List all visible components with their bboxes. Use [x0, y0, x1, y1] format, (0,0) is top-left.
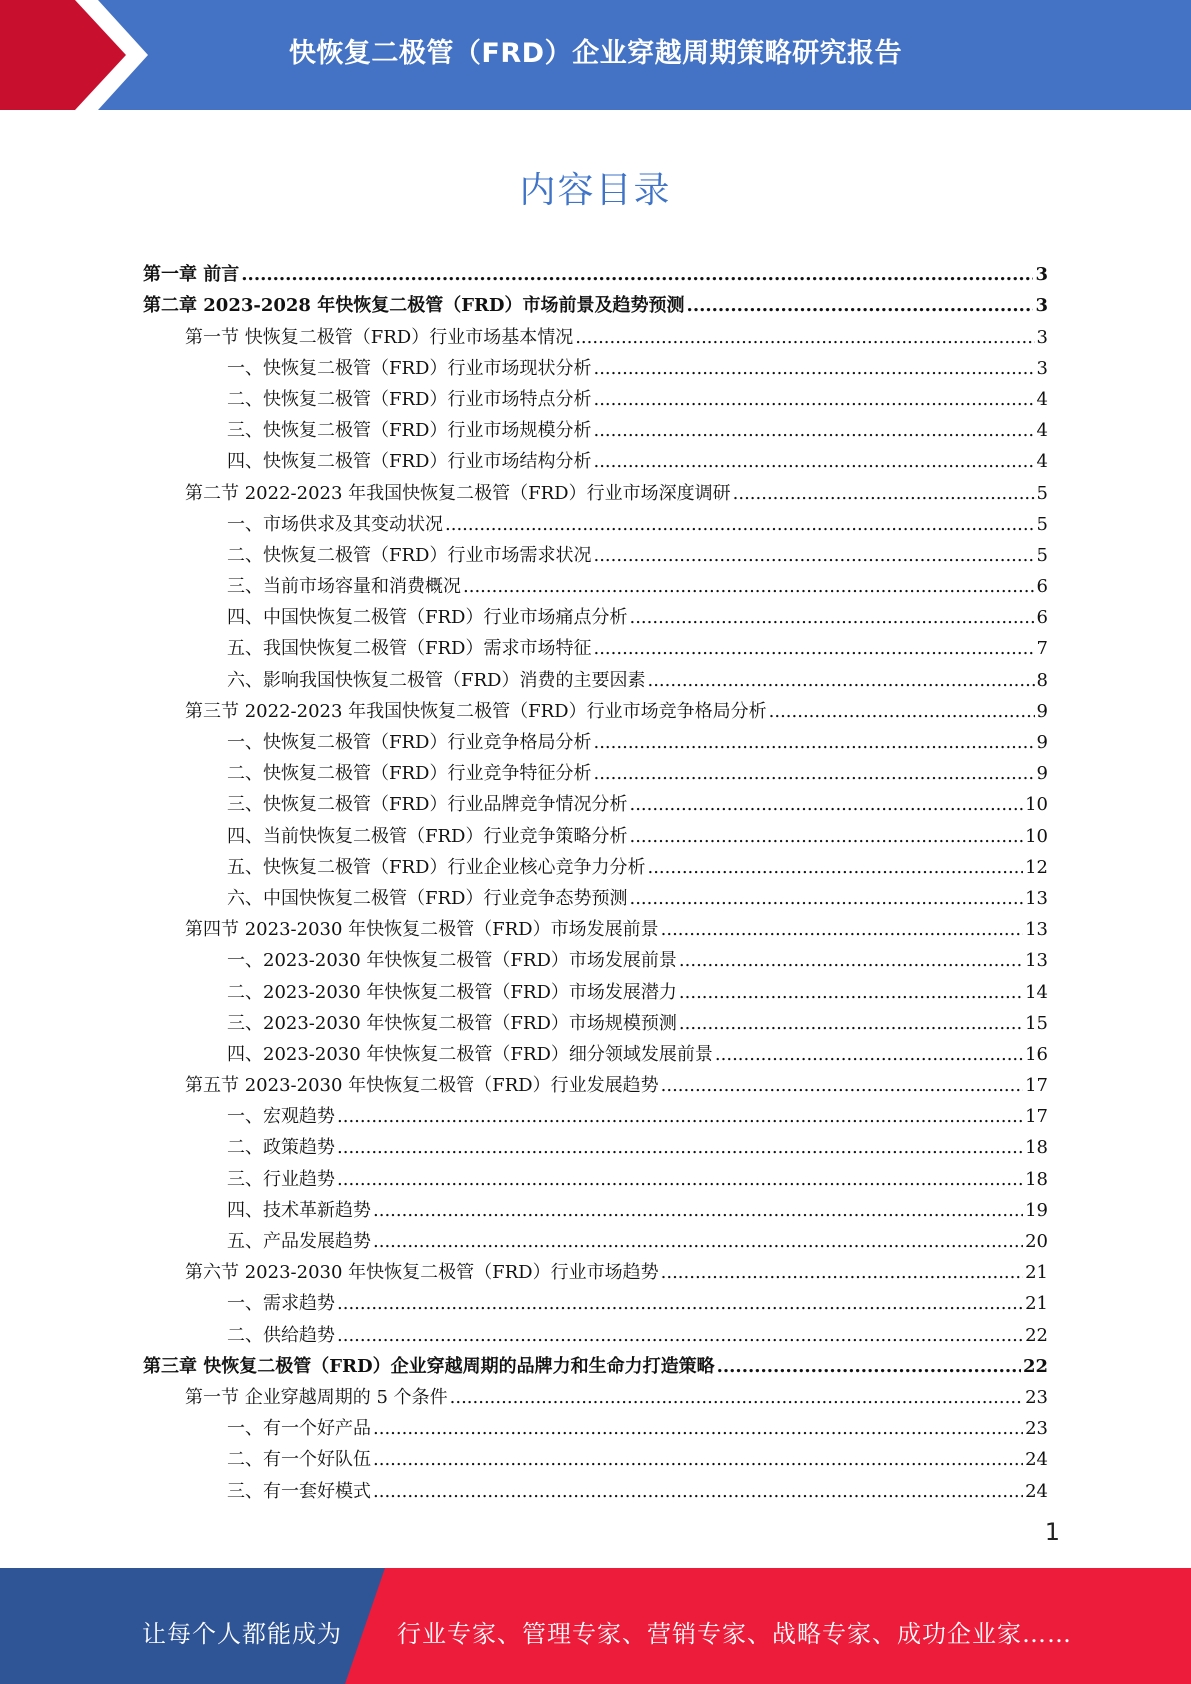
toc-entry-page: 18 [1025, 1137, 1048, 1159]
toc-entry[interactable] [143, 1439, 1048, 1470]
toc-entry-page: 17 [1025, 1106, 1048, 1128]
toc-entry-label: 一、宏观趋势 [227, 1106, 335, 1128]
toc-entry[interactable] [143, 847, 1048, 878]
toc-entry-page: 10 [1025, 794, 1048, 816]
toc-dot-leader [647, 671, 1034, 691]
toc-entry-page: 3 [1035, 264, 1048, 286]
toc-entry[interactable] [143, 722, 1048, 753]
toc-entry-page: 4 [1036, 420, 1048, 442]
toc-entry[interactable] [143, 316, 1048, 347]
toc-dot-leader [593, 639, 1034, 659]
toc-entry[interactable] [143, 1065, 1048, 1096]
toc-entry-page: 13 [1025, 887, 1048, 909]
toc-dot-leader [373, 1482, 1023, 1502]
toc-entry[interactable] [143, 504, 1048, 535]
toc-entry-page: 24 [1025, 1480, 1048, 1502]
toc-entry[interactable] [143, 254, 1048, 285]
toc-entry-label: 三、行业趋势 [227, 1168, 335, 1190]
toc-entry[interactable] [143, 753, 1048, 784]
toc-entry-page: 7 [1036, 638, 1048, 660]
toc-dot-leader [373, 1232, 1023, 1252]
toc-entry-label: 二、快恢复二极管（FRD）行业竞争特征分析 [227, 763, 592, 785]
toc-entry[interactable] [143, 940, 1048, 971]
footer-slogan-right: 行业专家、管理专家、营销专家、战略专家、成功企业家…… [397, 1620, 1072, 1648]
toc-entry-label: 四、快恢复二极管（FRD）行业市场结构分析 [227, 451, 592, 473]
toc-entry-label: 四、2023-2030 年快恢复二极管（FRD）细分领域发展前景 [227, 1043, 713, 1065]
toc-entry-page: 18 [1025, 1168, 1048, 1190]
toc-dot-leader [661, 920, 1023, 940]
toc-entry[interactable] [143, 285, 1048, 316]
toc-entry[interactable] [143, 1314, 1048, 1345]
toc-dot-leader [661, 1076, 1023, 1096]
toc-entry[interactable] [143, 691, 1048, 722]
toc-dot-leader [337, 1170, 1023, 1190]
toc-entry-page: 21 [1025, 1262, 1048, 1284]
toc-dot-leader [629, 889, 1023, 909]
toc-entry-page: 19 [1025, 1199, 1048, 1221]
toc-dot-leader [373, 1419, 1023, 1439]
toc-dot-leader [241, 265, 1033, 285]
toc-entry-label: 一、快恢复二极管（FRD）行业市场现状分析 [227, 357, 592, 379]
toc-dot-leader [647, 858, 1023, 878]
header-band [0, 0, 1191, 110]
toc-heading: 内容目录 [519, 170, 672, 211]
toc-entry[interactable] [143, 815, 1048, 846]
toc-dot-leader [661, 1263, 1023, 1283]
toc-entry-label: 六、中国快恢复二极管（FRD）行业竞争态势预测 [227, 887, 628, 909]
toc-entry-page: 9 [1036, 732, 1048, 753]
toc-dot-leader [337, 1138, 1023, 1158]
toc-entry[interactable] [143, 1377, 1048, 1408]
toc-entry[interactable] [143, 1034, 1048, 1065]
toc-dot-leader [337, 1107, 1023, 1127]
report-title [0, 0, 1191, 100]
toc-entry-label: 第一章 前言 [143, 264, 240, 286]
toc-entry-label: 二、政策趋势 [227, 1137, 335, 1159]
toc-entry-page: 13 [1025, 919, 1048, 941]
toc-dot-leader [593, 390, 1034, 410]
toc-entry-label: 一、需求趋势 [227, 1293, 335, 1315]
toc-entry[interactable] [143, 348, 1048, 379]
toc-entry[interactable] [143, 1346, 1048, 1377]
toc-entry[interactable] [143, 1003, 1048, 1034]
toc-entry-page: 23 [1025, 1386, 1048, 1408]
toc-entry-page: 4 [1036, 451, 1048, 473]
toc-entry[interactable] [143, 441, 1048, 472]
toc-entry[interactable] [143, 410, 1048, 441]
toc-dot-leader [679, 983, 1023, 1003]
toc-entry[interactable] [143, 1283, 1048, 1314]
table-of-contents [143, 254, 1048, 1502]
toc-entry-label: 第一节 企业穿越周期的 5 个条件 [185, 1386, 448, 1408]
toc-dot-leader [445, 515, 1035, 535]
toc-entry[interactable] [143, 1252, 1048, 1283]
toc-dot-leader [629, 795, 1023, 815]
toc-entry[interactable] [143, 1221, 1048, 1252]
toc-entry-label: 四、当前快恢复二极管（FRD）行业竞争策略分析 [227, 825, 628, 847]
toc-entry[interactable] [143, 1158, 1048, 1189]
toc-entry[interactable] [143, 878, 1048, 909]
toc-entry-label: 四、中国快恢复二极管（FRD）行业市场痛点分析 [227, 607, 628, 629]
toc-entry[interactable] [143, 628, 1048, 659]
toc-entry[interactable] [143, 784, 1048, 815]
toc-entry[interactable] [143, 971, 1048, 1002]
toc-dot-leader [373, 1450, 1023, 1470]
toc-entry-label: 三、2023-2030 年快恢复二极管（FRD）市场规模预测 [227, 1012, 677, 1034]
toc-dot-leader [679, 1014, 1023, 1034]
toc-entry[interactable] [143, 1190, 1048, 1221]
toc-entry[interactable] [143, 1096, 1048, 1127]
toc-entry[interactable] [143, 659, 1048, 690]
toc-entry[interactable] [143, 909, 1048, 940]
toc-entry-label: 六、影响我国快恢复二极管（FRD）消费的主要因素 [227, 669, 646, 691]
toc-entry-label: 第三节 2022-2023 年我国快恢复二极管（FRD）行业市场竞争格局分析 [185, 700, 767, 722]
toc-entry-page: 5 [1036, 513, 1048, 535]
toc-entry-label: 一、市场供求及其变动状况 [227, 513, 443, 535]
toc-entry-page: 5 [1036, 544, 1048, 566]
toc-entry-label: 第二节 2022-2023 年我国快恢复二极管（FRD）行业市场深度调研 [185, 482, 731, 504]
toc-dot-leader [337, 1294, 1023, 1314]
toc-entry-page: 10 [1025, 825, 1048, 847]
toc-entry-label: 五、产品发展趋势 [227, 1231, 371, 1252]
toc-entry-label: 一、有一个好产品 [227, 1418, 371, 1440]
toc-entry-page: 17 [1025, 1075, 1048, 1097]
toc-entry-label: 二、快恢复二极管（FRD）行业市场需求状况 [227, 544, 592, 566]
toc-entry-label: 二、快恢复二极管（FRD）行业市场特点分析 [227, 388, 592, 410]
toc-entry-label: 二、供给趋势 [227, 1324, 335, 1346]
toc-entry-page: 21 [1025, 1293, 1048, 1315]
toc-entry-page: 24 [1025, 1449, 1048, 1471]
toc-dot-leader [337, 1326, 1023, 1346]
toc-dot-leader [715, 1045, 1023, 1065]
toc-entry-label: 三、当前市场容量和消费概况 [227, 576, 461, 598]
toc-dot-leader [679, 951, 1023, 971]
toc-entry-page: 13 [1025, 950, 1048, 972]
toc-dot-leader [769, 702, 1035, 722]
toc-entry-label: 第三章 快恢复二极管（FRD）企业穿越周期的品牌力和生命力打造策略 [143, 1355, 715, 1377]
toc-entry-label: 一、快恢复二极管（FRD）行业竞争格局分析 [227, 732, 592, 753]
toc-entry[interactable] [143, 1127, 1048, 1158]
toc-dot-leader [593, 764, 1034, 784]
toc-entry-page: 6 [1036, 607, 1048, 629]
toc-entry-label: 三、有一套好模式 [227, 1480, 371, 1502]
toc-dot-leader [593, 421, 1034, 441]
toc-entry-page: 23 [1025, 1418, 1048, 1440]
toc-entry-page: 14 [1025, 981, 1048, 1003]
toc-entry-label: 四、技术革新趋势 [227, 1199, 371, 1221]
footer-slogan-left: 让每个人都能成为 [142, 1620, 342, 1648]
report-title-text: 快恢复二极管（FRD）企业穿越周期策略研究报告 [288, 37, 903, 69]
toc-entry[interactable] [143, 535, 1048, 566]
toc-dot-leader [593, 359, 1034, 379]
toc-dot-leader [593, 546, 1034, 566]
toc-entry-page: 9 [1036, 700, 1048, 722]
toc-entry-label: 五、快恢复二极管（FRD）行业企业核心竞争力分析 [227, 856, 646, 878]
toc-entry-page: 12 [1025, 856, 1048, 878]
toc-dot-leader [629, 827, 1023, 847]
toc-entry[interactable] [143, 566, 1048, 597]
toc-entry-page: 22 [1022, 1355, 1048, 1377]
toc-entry-page: 8 [1036, 669, 1048, 691]
toc-entry-label: 三、快恢复二极管（FRD）行业市场规模分析 [227, 420, 592, 442]
toc-dot-leader [629, 608, 1034, 628]
toc-entry[interactable] [143, 472, 1048, 503]
toc-entry-page: 4 [1036, 388, 1048, 410]
toc-entry-page: 16 [1025, 1043, 1048, 1065]
toc-entry[interactable] [143, 1408, 1048, 1439]
toc-entry-label: 二、有一个好队伍 [227, 1449, 371, 1471]
toc-entry-page: 9 [1036, 763, 1048, 785]
toc-entry-label: 三、快恢复二极管（FRD）行业品牌竞争情况分析 [227, 794, 628, 816]
toc-entry-label: 二、2023-2030 年快恢复二极管（FRD）市场发展潜力 [227, 981, 677, 1003]
toc-entry-label: 第五节 2023-2030 年快恢复二极管（FRD）行业发展趋势 [185, 1075, 659, 1097]
toc-entry[interactable] [143, 1470, 1048, 1501]
toc-dot-leader [593, 733, 1034, 753]
toc-dot-leader [717, 1357, 1021, 1377]
toc-entry-label: 第六节 2023-2030 年快恢复二极管（FRD）行业市场趋势 [185, 1262, 659, 1284]
toc-dot-leader [450, 1388, 1023, 1408]
toc-entry-page: 3 [1035, 295, 1048, 317]
toc-entry-label: 第四节 2023-2030 年快恢复二极管（FRD）市场发展前景 [185, 919, 659, 941]
toc-dot-leader [575, 328, 1034, 348]
toc-entry-page: 6 [1036, 576, 1048, 598]
toc-dot-leader [593, 452, 1034, 472]
toc-entry[interactable] [143, 597, 1048, 628]
toc-entry[interactable] [143, 379, 1048, 410]
toc-dot-leader [733, 484, 1035, 504]
page-number: 1 [1044, 1518, 1060, 1546]
toc-entry-page: 22 [1025, 1324, 1048, 1346]
toc-dot-leader [463, 577, 1035, 597]
toc-entry-page: 15 [1025, 1012, 1048, 1034]
toc-entry-page: 3 [1036, 326, 1048, 348]
toc-entry-label: 一、2023-2030 年快恢复二极管（FRD）市场发展前景 [227, 950, 677, 972]
toc-entry-label: 五、我国快恢复二极管（FRD）需求市场特征 [227, 638, 592, 660]
toc-entry-page: 5 [1036, 482, 1048, 504]
toc-dot-leader [373, 1201, 1023, 1221]
toc-entry-label: 第二章 2023-2028 年快恢复二极管（FRD）市场前景及趋势预测 [143, 295, 685, 317]
toc-entry-page: 20 [1025, 1231, 1048, 1252]
toc-entry-label: 第一节 快恢复二极管（FRD）行业市场基本情况 [185, 326, 574, 348]
toc-dot-leader [687, 296, 1034, 316]
toc-entry-page: 3 [1036, 357, 1048, 379]
